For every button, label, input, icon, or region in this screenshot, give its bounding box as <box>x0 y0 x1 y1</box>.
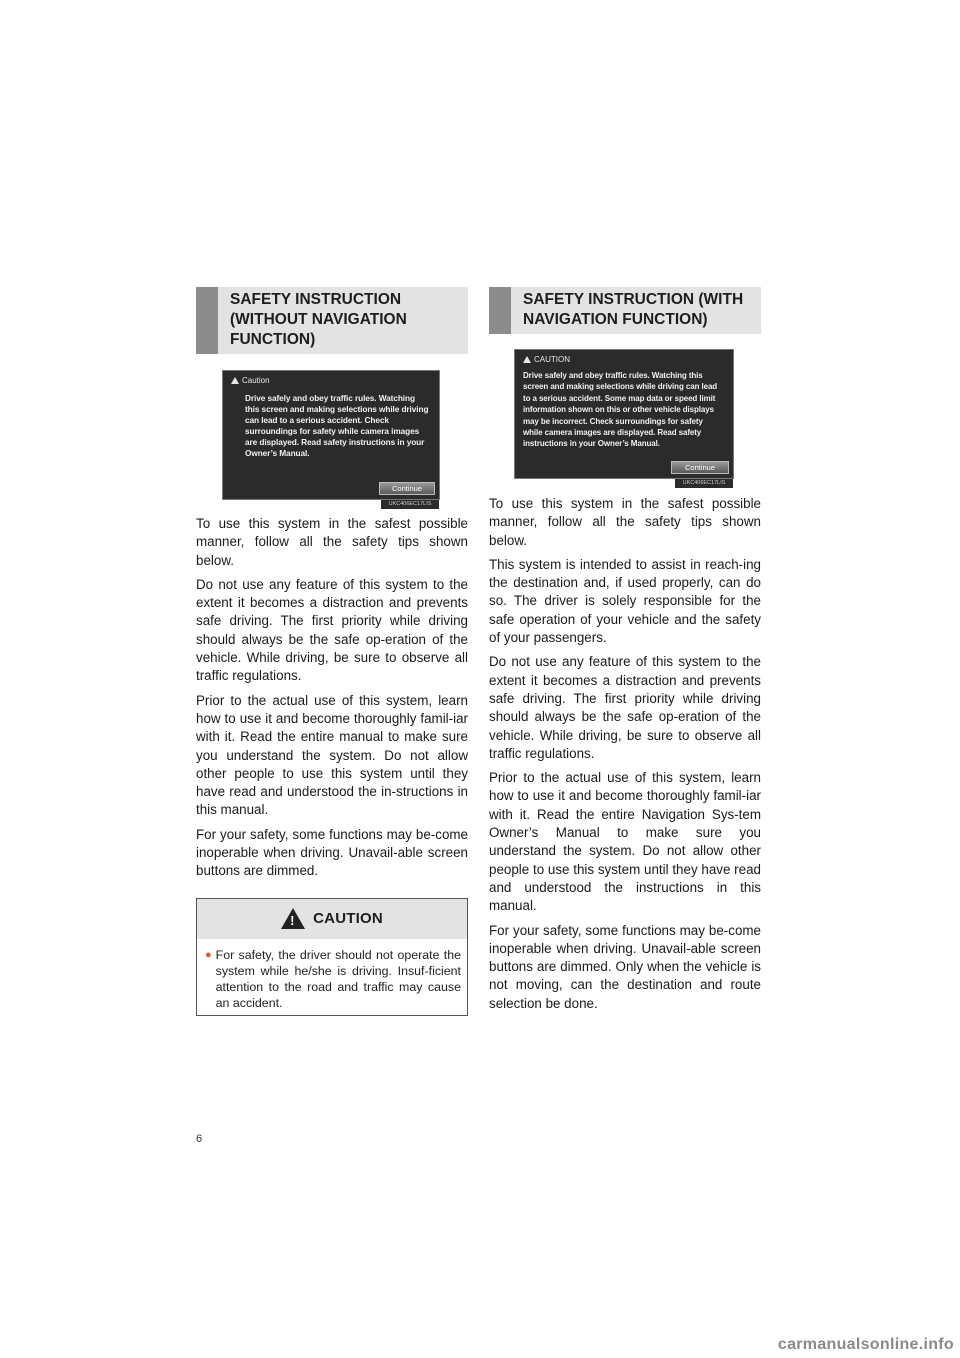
paragraph: To use this system in the safest possible manner, follow all the safety tips shown below. <box>196 516 468 568</box>
caution-text: For safety, the driver should not operate the system while he/she is driving. Insuf-ficient attention to the road and traffic may cause an accident. <box>215 947 461 1010</box>
left-column <box>196 287 468 1016</box>
warning-triangle-icon <box>523 356 531 363</box>
image-code: UKC406EC17LIS <box>381 500 439 509</box>
screen-caution-heading <box>523 355 570 364</box>
paragraph: Prior to the actual use of this system, learn how to use it and become thoroughly famil-iar with it. Read the entire Navigation Sys-tem Owner’s Manual to make sure you understand the system. Do not allow other people to use this system until they have read and understood the instructions in this manual. <box>489 770 761 914</box>
section-title: SAFETY INSTRUCTION (WITHOUT NAVIGATION FUNCTION) <box>230 291 407 348</box>
paragraph: Do not use any feature of this system to the extent it becomes a distraction and prevents safe driving. The first priority while driving should always be the safe op-eration of the vehicle. While driving, be sure to observe all traffic regulations. <box>196 576 468 684</box>
right-column <box>489 287 761 1013</box>
screen-caution-text: Drive safely and obey traffic rules. Watching this screen and making selections while driving can lead to a serious accident. Check surroundings for safety while camera images are displayed. Read safety instructions in your Owner’s Manual. <box>245 393 429 458</box>
caution-item <box>197 939 467 1011</box>
bullet-icon: ● <box>205 948 212 961</box>
caution-header <box>197 899 467 939</box>
paragraph: For your safety, some functions may be-come inoperable when driving. Unavail-able screen buttons are dimmed. Only when the vehicle is not moving, can the destination and route selection be done. <box>489 922 761 1011</box>
section-header-bar <box>489 287 511 334</box>
paragraph: To use this system in the safest possible manner, follow all the safety tips shown below. <box>489 496 761 548</box>
watermark: carmanualsonline.info <box>777 1336 954 1353</box>
screen-continue-button: Continue <box>379 482 435 495</box>
paragraph: This system is intended to assist in reach-ing the destination and, if used properly, can do so. The driver is solely responsible for the safe operation of your vehicle and the safety of your passengers. <box>489 556 761 646</box>
caution-screen-image <box>514 349 734 486</box>
paragraph: Do not use any feature of this system to the extent it becomes a distraction and prevents safe driving. The first priority while driving should always be the safe op-eration of the vehicle. While driving, be sure to observe all traffic regulations. <box>489 654 761 761</box>
body-text <box>489 495 761 1013</box>
image-code: UKC406EC17LIS <box>675 479 733 488</box>
body-text <box>196 515 468 881</box>
warning-triangle-icon <box>281 908 305 929</box>
screen-caution-heading <box>231 376 270 385</box>
section-header-bar <box>196 287 218 354</box>
page-number: 6 <box>196 1133 203 1145</box>
section-header-with-navigation <box>489 287 761 334</box>
screen-continue-button: Continue <box>671 461 729 474</box>
warning-triangle-icon <box>231 377 239 384</box>
screen-caution-text: Drive safely and obey traffic rules. Watching this screen and making selections while driving can lead to a serious accident. Some map data or speed limit information shown on this or other vehicle displays may be incorrect. Check surroundings for safety while camera images are displayed. Read safety instructions in your Owner’s Manual. <box>523 371 718 449</box>
caution-title: CAUTION <box>313 910 383 928</box>
paragraph: For your safety, some functions may be-come inoperable when driving. Unavail-able screen buttons are dimmed. <box>196 826 468 879</box>
paragraph: Prior to the actual use of this system, learn how to use it and become thoroughly famil-iar with it. Read the entire manual to make sure you understand the system. Do not allow other people to use this system until they have read and understood the in-structions in this manual. <box>196 692 468 818</box>
screen-caution-label: Caution <box>242 376 270 385</box>
caution-screen-image <box>222 370 440 507</box>
screen-caution-label: CAUTION <box>534 355 570 364</box>
section-title: SAFETY INSTRUCTION (WITH NAVIGATION FUNCTION) <box>523 291 744 328</box>
caution-box <box>196 898 468 1016</box>
section-header-without-navigation <box>196 287 468 354</box>
